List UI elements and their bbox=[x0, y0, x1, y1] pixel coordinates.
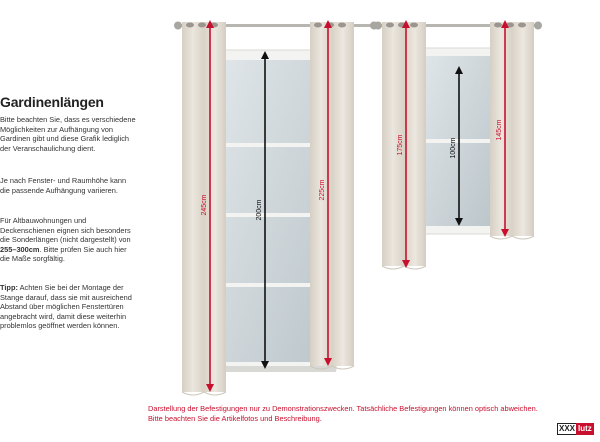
measure-label-right-curtain: 225cm bbox=[319, 179, 326, 201]
text-run: Achten Sie bei der Montage der Stange darauf, dass sie mit ausreichend Abstand über möglichen Fenstertüren angebracht wird, damit diese weiterhin problemlos geöffnet werden können. bbox=[0, 283, 132, 331]
logo-part: lutz bbox=[578, 424, 592, 433]
text-run: . Bitte prüfen Sie auch hier die Maße sorgfältig. bbox=[0, 244, 127, 264]
disclaimer bbox=[148, 404, 568, 425]
measure-label-left-curtain: 245cm bbox=[201, 194, 208, 216]
info-paragraph: Bitte beachten Sie, dass es verschiedene Möglichkeiten zur Aufhängung von Gardinen gibt und diese Grafik lediglich der Veranschaulichung dient. bbox=[0, 115, 136, 153]
info-paragraph bbox=[0, 216, 138, 264]
tip-label: Tipp: bbox=[0, 283, 18, 292]
disclaimer-line: Darstellung der Befestigungen nur zu Demonstrationszwecken. Tatsächliche Befestigungen können optisch abweichen. bbox=[148, 404, 538, 413]
brand-logo bbox=[557, 423, 594, 435]
measure-label-short-right: 145cm bbox=[496, 119, 503, 141]
disclaimer-line: Bitte beachten Sie die Artikelfotos und Beschreibung. bbox=[148, 414, 322, 424]
info-panel bbox=[0, 0, 138, 442]
measure-label-short-left: 175cm bbox=[397, 134, 404, 156]
window bbox=[418, 48, 498, 234]
tip-paragraph bbox=[0, 283, 138, 331]
page-title: Gardinenlängen bbox=[0, 94, 104, 110]
curtain-short-left bbox=[382, 22, 426, 269]
logo-part: XXX bbox=[559, 424, 576, 433]
curtain-right-long bbox=[310, 22, 354, 369]
special-lengths-text: 255–300cm bbox=[0, 244, 40, 254]
curtain-illustration bbox=[138, 0, 600, 400]
info-paragraph: Je nach Fenster- und Raumhöhe kann die passende Aufhängung variieren. bbox=[0, 176, 127, 195]
measure-label-door: 200cm bbox=[256, 199, 263, 221]
text-run: Für Altbauwohnungen und Deckenschienen eignen sich besonders die Sonderlängen (nicht dargestellt) von bbox=[0, 216, 131, 245]
measure-label-window: 100cm bbox=[450, 137, 457, 159]
